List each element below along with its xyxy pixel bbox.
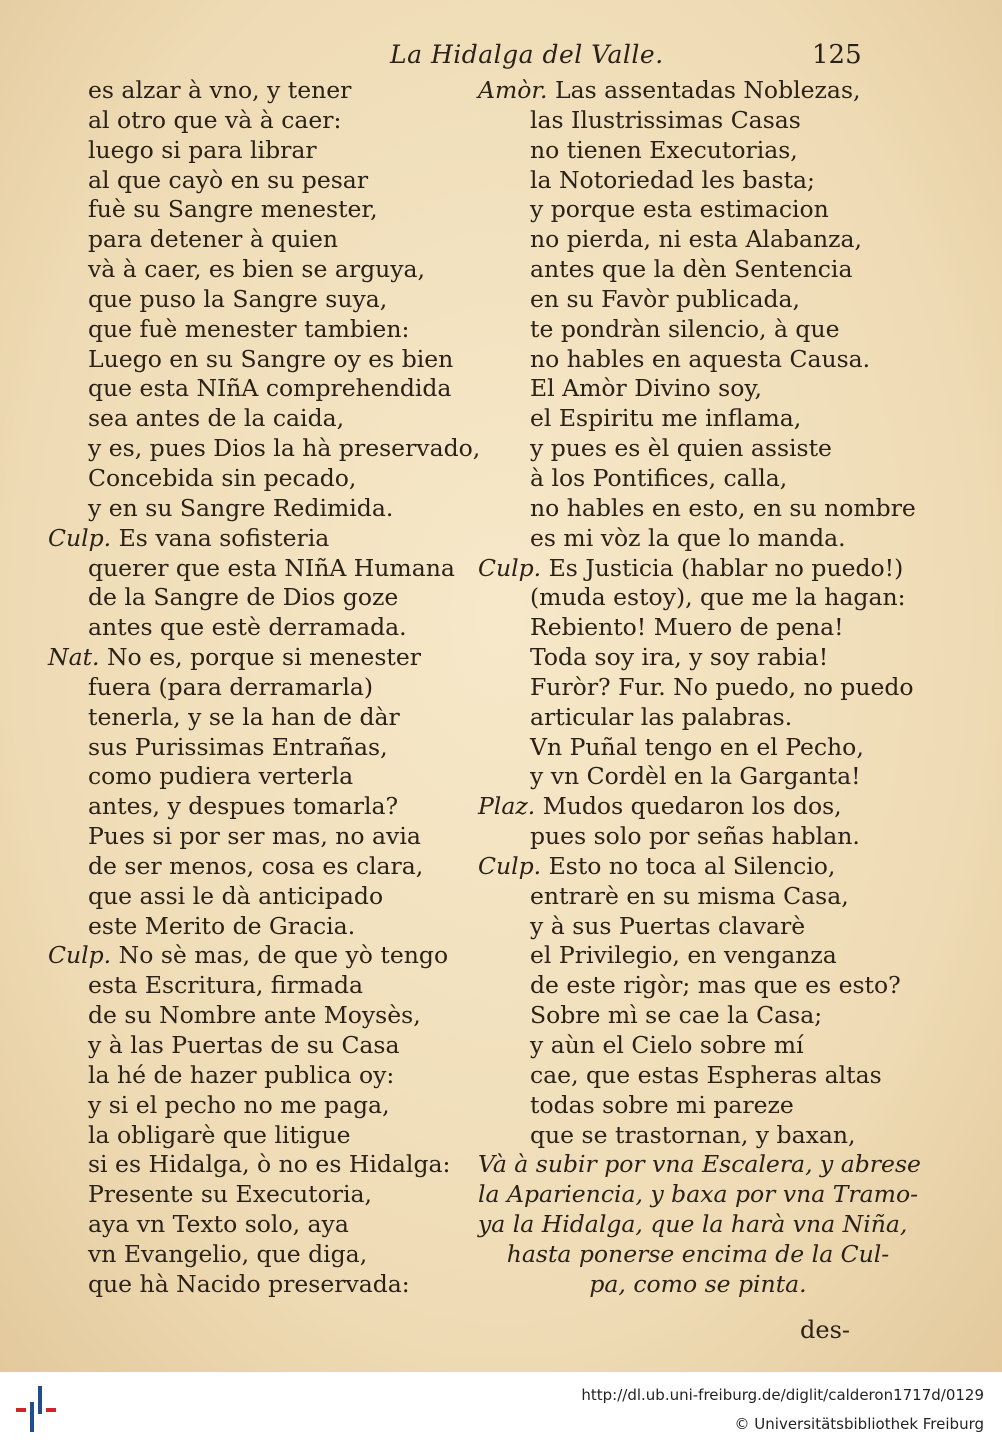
verse-line bbox=[48, 195, 478, 225]
verse-text: como pudiera verterla bbox=[88, 762, 354, 791]
verse-text: la obligarè que litigue bbox=[88, 1120, 351, 1149]
verse-text: y es, pues Dios la hà preservado, bbox=[88, 434, 481, 463]
verse-line bbox=[48, 822, 478, 852]
stage-direction-line: hasta ponerse encima de la Cul- bbox=[506, 1239, 890, 1268]
verse-text: antes que estè derramada. bbox=[88, 613, 407, 642]
verse-text: y à las Puertas de su Casa bbox=[88, 1031, 400, 1059]
verse-line bbox=[478, 1121, 918, 1151]
verse-text: No sè mas, de que yò tengo bbox=[118, 941, 449, 970]
verse-line bbox=[478, 643, 918, 673]
speaker-label: Culp. bbox=[478, 851, 542, 880]
verse-line bbox=[48, 613, 478, 643]
verse-text: Vn Puñal tengo en el Pecho, bbox=[530, 732, 864, 761]
verse-line bbox=[48, 583, 478, 613]
footer-bar bbox=[0, 1372, 1002, 1445]
verse-line bbox=[48, 1150, 478, 1180]
verse-text: Sobre mì se cae la Casa; bbox=[530, 1001, 823, 1030]
verse-text: no pierda, ni esta Alabanza, bbox=[530, 225, 863, 254]
verse-line bbox=[478, 762, 918, 792]
verse-line bbox=[48, 166, 478, 196]
verse-line bbox=[478, 404, 918, 434]
verse-line bbox=[48, 762, 478, 792]
verse-line bbox=[48, 941, 478, 971]
verse-line bbox=[478, 166, 918, 196]
verse-line bbox=[48, 315, 478, 345]
verse-text: (muda estoy), que me la hagan: bbox=[530, 583, 906, 612]
verse-line bbox=[48, 524, 478, 554]
verse-line bbox=[478, 494, 918, 524]
verse-text: luego si para librar bbox=[88, 135, 317, 164]
verse-line bbox=[48, 912, 478, 942]
verse-text: que puso la Sangre suya, bbox=[88, 284, 388, 313]
verse-text: Concebida sin pecado, bbox=[88, 463, 357, 492]
verse-text: y en su Sangre Redimida. bbox=[88, 493, 394, 522]
speaker-label: Amòr. bbox=[478, 76, 548, 104]
verse-line bbox=[478, 315, 918, 345]
verse-text: Presente su Executoria, bbox=[88, 1180, 372, 1209]
verse-text: sea antes de la caida, bbox=[88, 404, 345, 433]
verse-text: sus Purissimas Entrañas, bbox=[88, 732, 388, 761]
verse-line bbox=[48, 1121, 478, 1151]
verse-text: de la Sangre de Dios goze bbox=[88, 583, 399, 612]
verse-text: esta Escritura, firmada bbox=[88, 971, 364, 1000]
verse-text: Furòr? Fur. No puedo, no puedo bbox=[530, 672, 914, 701]
verse-line bbox=[478, 76, 918, 106]
library-logo-icon bbox=[12, 1384, 64, 1434]
verse-text: y pues es èl quien assiste bbox=[530, 434, 832, 463]
verse-text: la hé de hazer publica oy: bbox=[88, 1060, 395, 1089]
verse-text: pues solo por señas hablan. bbox=[530, 822, 860, 851]
verse-text: que hà Nacido preservada: bbox=[88, 1269, 410, 1298]
verse-text: Rebiento! Muero de pena! bbox=[530, 613, 844, 642]
verse-line bbox=[48, 1240, 478, 1270]
verse-line bbox=[478, 374, 918, 404]
verse-line bbox=[48, 673, 478, 703]
verse-line bbox=[48, 225, 478, 255]
verse-line bbox=[48, 554, 478, 584]
verse-line bbox=[48, 494, 478, 524]
verse-text: que assi le dà anticipado bbox=[88, 881, 384, 910]
right-column bbox=[478, 76, 921, 1300]
verse-text: antes que la dèn Sentencia bbox=[530, 255, 853, 284]
verse-line bbox=[478, 613, 918, 643]
verse-text: de este rigòr; mas que es esto? bbox=[530, 971, 901, 1000]
verse-line bbox=[478, 136, 918, 166]
verse-line bbox=[48, 374, 478, 404]
verse-text: articular las palabras. bbox=[530, 702, 793, 731]
verse-line bbox=[478, 971, 918, 1001]
speaker-label: Culp. bbox=[48, 523, 112, 552]
verse-text: y aùn el Cielo sobre mí bbox=[530, 1031, 804, 1059]
verse-line bbox=[478, 345, 918, 375]
verse-text: la Notoriedad les basta; bbox=[530, 165, 815, 194]
verse-line bbox=[48, 464, 478, 494]
running-head: La Hidalga del Valle. bbox=[390, 40, 664, 69]
stage-direction-line: Và à subir por vna Escalera, y abrese bbox=[478, 1150, 921, 1179]
verse-text: que fuè menester tambien: bbox=[88, 314, 410, 343]
stage-direction-line: ya la Hidalga, que la harà vna Niña, bbox=[478, 1210, 908, 1239]
verse-line bbox=[48, 136, 478, 166]
verse-text: aya vn Texto solo, aya bbox=[88, 1210, 349, 1239]
verse-text: querer que esta NIñA Humana bbox=[88, 553, 455, 582]
verse-line bbox=[48, 434, 481, 464]
verse-text: este Merito de Gracia. bbox=[88, 911, 356, 940]
verse-line bbox=[478, 1001, 918, 1031]
speaker-label: Culp. bbox=[48, 941, 112, 970]
verse-line bbox=[48, 1210, 478, 1240]
verse-line bbox=[478, 255, 918, 285]
verse-text: y vn Cordèl en la Garganta! bbox=[530, 762, 861, 791]
verse-text: Toda soy ira, y soy rabia! bbox=[530, 643, 829, 672]
stage-direction-line: la Apariencia, y baxa por vna Tramo- bbox=[478, 1180, 919, 1209]
stage-direction-line: pa, como se pinta. bbox=[589, 1269, 807, 1298]
verse-line bbox=[48, 345, 478, 375]
verse-line bbox=[478, 912, 918, 942]
verse-line bbox=[48, 1091, 478, 1121]
verse-text: las Ilustrissimas Casas bbox=[530, 105, 801, 134]
verse-text: es alzar à vno, y tener bbox=[88, 76, 352, 104]
verse-line bbox=[48, 792, 478, 822]
verse-line bbox=[478, 554, 918, 584]
verse-text: que se trastornan, y baxan, bbox=[530, 1120, 856, 1149]
verse-text: vn Evangelio, que diga, bbox=[88, 1239, 368, 1268]
left-column bbox=[48, 76, 481, 1300]
verse-line bbox=[478, 524, 918, 554]
verse-line bbox=[478, 703, 918, 733]
verse-line bbox=[48, 703, 478, 733]
verse-line bbox=[478, 673, 918, 703]
verse-text: no tienen Executorias, bbox=[530, 135, 798, 164]
copyright-notice: © Universitätsbibliothek Freiburg bbox=[734, 1415, 984, 1433]
verse-line bbox=[478, 1031, 918, 1061]
verse-line bbox=[48, 1001, 478, 1031]
verse-line bbox=[48, 852, 478, 882]
verse-text: de su Nombre ante Moysès, bbox=[88, 1001, 421, 1030]
verse-line bbox=[478, 285, 918, 315]
verse-line bbox=[478, 941, 918, 971]
verse-line bbox=[48, 76, 478, 106]
source-url[interactable]: http://dl.ub.uni-freiburg.de/diglit/calderon1717d/0129 bbox=[581, 1386, 984, 1404]
verse-text: y à sus Puertas clavarè bbox=[530, 911, 806, 940]
verse-line bbox=[48, 285, 478, 315]
verse-line bbox=[478, 822, 918, 852]
verse-line bbox=[478, 464, 918, 494]
verse-line bbox=[48, 1031, 478, 1061]
verse-text: el Espiritu me inflama, bbox=[530, 404, 802, 433]
verse-line bbox=[478, 195, 918, 225]
verse-text: de ser menos, cosa es clara, bbox=[88, 851, 424, 880]
verse-line bbox=[478, 792, 918, 822]
verse-text: Luego en su Sangre oy es bien bbox=[88, 344, 454, 373]
verse-text: Es vana sofisteria bbox=[118, 523, 330, 552]
verse-line bbox=[478, 733, 918, 763]
verse-line bbox=[478, 434, 918, 464]
verse-text: tenerla, y se la han de dàr bbox=[88, 702, 400, 731]
verse-text: que esta NIñA comprehendida bbox=[88, 374, 452, 403]
verse-text: fuè su Sangre menester, bbox=[88, 195, 378, 224]
catchword: des- bbox=[800, 1316, 850, 1344]
verse-text: El Amòr Divino soy, bbox=[530, 374, 762, 403]
verse-text: al otro que và à caer: bbox=[88, 105, 342, 134]
verse-line bbox=[48, 733, 478, 763]
verse-text: para detener à quien bbox=[88, 225, 339, 254]
verse-text: y porque esta estimacion bbox=[530, 195, 829, 224]
verse-text: te pondràn silencio, à que bbox=[530, 314, 840, 343]
verse-line bbox=[48, 643, 478, 673]
verse-text: Las assentadas Noblezas, bbox=[555, 76, 861, 104]
verse-text: en su Favòr publicada, bbox=[530, 284, 800, 313]
verse-line bbox=[478, 882, 918, 912]
verse-text: entrarè en su misma Casa, bbox=[530, 881, 849, 910]
verse-line bbox=[48, 255, 478, 285]
verse-text: và à caer, es bien se arguya, bbox=[88, 255, 426, 284]
verse-line bbox=[478, 852, 918, 882]
verse-text: si es Hidalga, ò no es Hidalga: bbox=[88, 1150, 451, 1179]
verse-text: Esto no toca al Silencio, bbox=[548, 851, 836, 880]
verse-line bbox=[48, 1180, 478, 1210]
verse-text: fuera (para derramarla) bbox=[88, 672, 374, 701]
speaker-label: Plaz. bbox=[478, 792, 536, 821]
verse-text: Mudos quedaron los dos, bbox=[542, 792, 842, 821]
verse-line bbox=[48, 1270, 478, 1300]
verse-line bbox=[478, 106, 918, 136]
verse-text: cae, que estas Espheras altas bbox=[530, 1060, 882, 1089]
verse-text: à los Pontifices, calla, bbox=[530, 463, 788, 492]
verse-text: no hables en esto, en su nombre bbox=[530, 493, 916, 522]
page-number: 125 bbox=[812, 40, 862, 70]
verse-text: y si el pecho no me paga, bbox=[88, 1090, 390, 1119]
verse-text: es mi vòz la que lo manda. bbox=[530, 523, 846, 552]
verse-text: el Privilegio, en venganza bbox=[530, 941, 837, 970]
verse-line bbox=[478, 225, 918, 255]
verse-line bbox=[48, 106, 478, 136]
verse-line bbox=[48, 1061, 478, 1091]
verse-text: Pues si por ser mas, no avia bbox=[88, 822, 421, 851]
verse-text: al que cayò en su pesar bbox=[88, 165, 369, 194]
verse-line bbox=[48, 404, 478, 434]
verse-line bbox=[478, 1091, 918, 1121]
verse-line bbox=[478, 583, 918, 613]
verse-text: todas sobre mi pareze bbox=[530, 1090, 794, 1119]
verse-line bbox=[478, 1061, 918, 1091]
speaker-label: Nat. bbox=[48, 643, 100, 672]
verse-text: No es, porque si menester bbox=[106, 643, 421, 672]
verse-line bbox=[48, 971, 478, 1001]
verse-text: no hables en aquesta Causa. bbox=[530, 344, 871, 373]
speaker-label: Culp. bbox=[478, 553, 542, 582]
verse-text: antes, y despues tomarla? bbox=[88, 792, 399, 821]
verse-line bbox=[48, 882, 478, 912]
verse-text: Es Justicia (hablar no puedo!) bbox=[548, 553, 904, 582]
